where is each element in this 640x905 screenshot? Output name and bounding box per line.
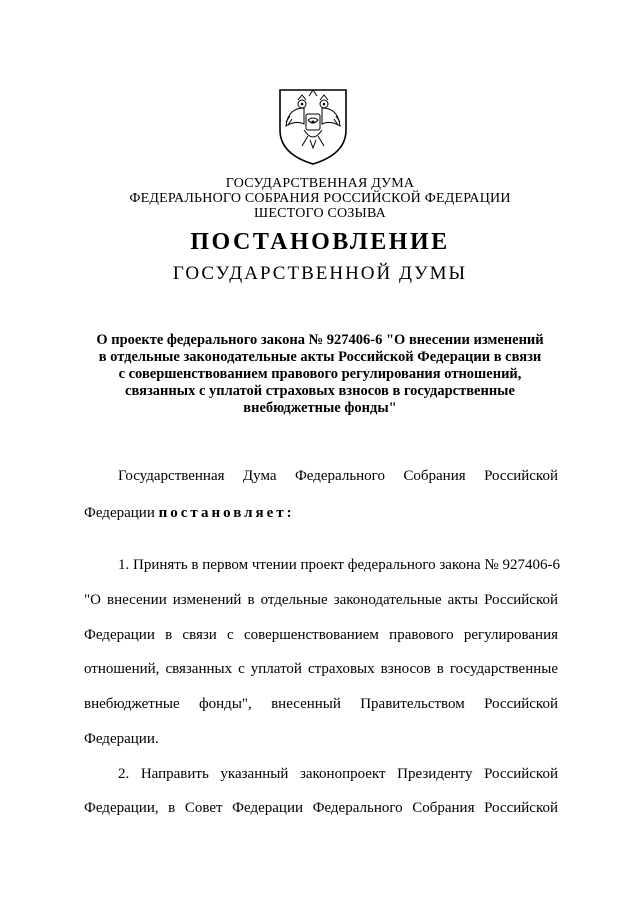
- preamble-text: Федерации: [84, 505, 159, 521]
- subject-line: в отдельные законодательные акты Российской Федерации в связи: [98, 349, 542, 365]
- preamble-line: Государственная Дума Федерального Собрания Российской: [118, 468, 558, 484]
- header-line-1: ГОСУДАРСТВЕННАЯ ДУМА: [225, 176, 415, 191]
- header-line-3: ШЕСТОГО СОЗЫВА: [254, 206, 386, 221]
- subject-line: О проекте федерального закона № 927406-6 "О внесении изменений: [96, 332, 544, 348]
- document-subtitle: ГОСУДАРСТВЕННОЙ ДУМЫ: [172, 263, 468, 284]
- item1-line: Федерации.: [84, 731, 159, 747]
- document-title: ПОСТАНОВЛЕНИЕ: [190, 229, 450, 255]
- subject-line: с совершенствованием правового регулирования отношений,: [118, 366, 522, 382]
- header-line-2: ФЕДЕРАЛЬНОГО СОБРАНИЯ РОССИЙСКОЙ ФЕДЕРАЦИИ: [129, 191, 511, 206]
- item2-line: 2. Направить указанный законопроект Президенту Российской: [118, 766, 558, 782]
- item1-line: отношений, связанных с уплатой страховых взносов в государственные: [84, 661, 558, 677]
- item1-line: 1. Принять в первом чтении проект федерального закона № 927406-6: [118, 557, 560, 573]
- coat-of-arms-emblem: [274, 86, 352, 166]
- subject-line: связанных с уплатой страховых взносов в государственные: [125, 383, 515, 399]
- item1-line: Федерации в связи с совершенствованием правового регулирования: [84, 627, 558, 643]
- preamble-line: [84, 505, 558, 522]
- item2-line: Федерации, в Совет Федерации Федерального Собрания Российской: [84, 800, 558, 816]
- preamble-decision-word: постановляет:: [158, 505, 295, 521]
- subject-line: внебюджетные фонды": [243, 400, 397, 416]
- item1-line: внебюджетные фонды", внесенный Правительством Российской: [84, 696, 558, 712]
- item1-line: "О внесении изменений в отдельные законодательные акты Российской: [84, 592, 558, 608]
